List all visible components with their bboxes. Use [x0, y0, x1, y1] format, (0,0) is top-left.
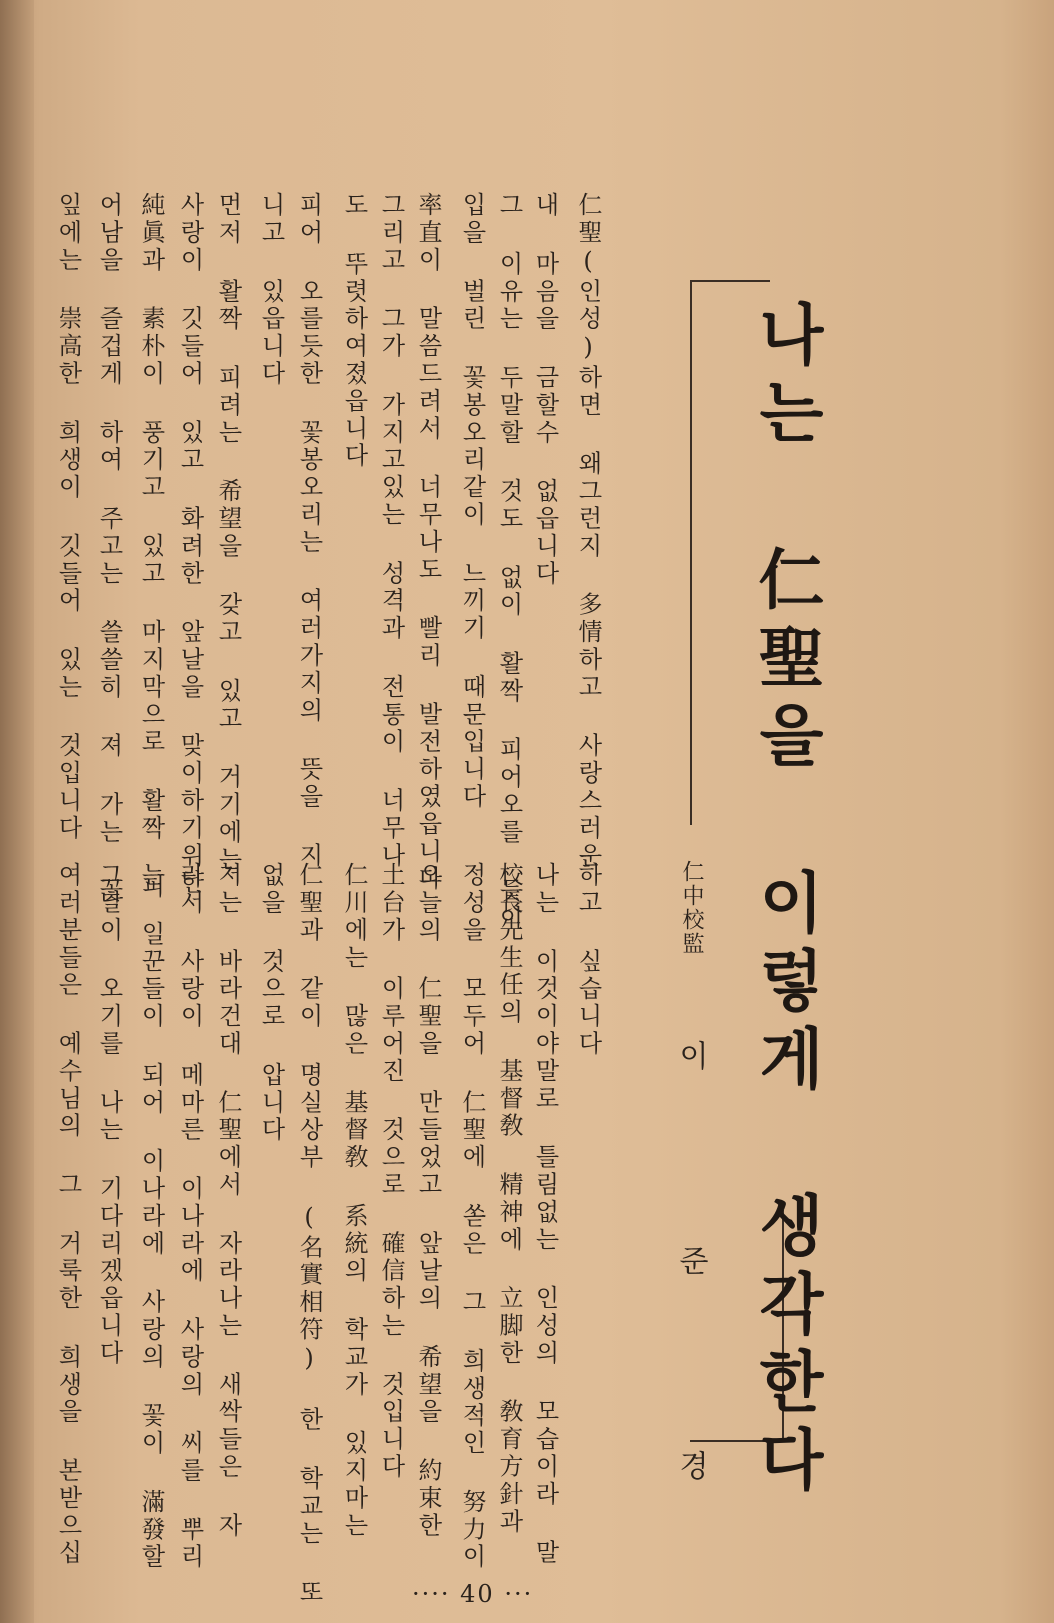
page-number: ···· 40 ··· [412, 1580, 534, 1608]
upper-column: 率直이 말씀드려서 너무나도 빨리 발전하였읍니다 [414, 192, 442, 893]
upper-column: 내 마음을 금할수 없읍니다 [531, 192, 559, 588]
author-name: 이 준 경 [673, 1040, 708, 1550]
upper-column: 어남을 즐겁게 하여 주고는 쓸쓸히 져 가는 꽃 [95, 192, 123, 905]
lower-column: 정성을 모두어 仁聖에 쏟은 그 희생적인 努力이 [458, 862, 486, 1571]
lower-column: 나는 이것이야말로 틀림없는 인성의 모습이라 말 [531, 862, 559, 1567]
article-title: 나는 仁聖을 이렇게 생각한다 [747, 300, 824, 1503]
lower-column: 라서 사랑이 메마른 이나라에 사랑의 씨를 뿌리 [176, 862, 204, 1571]
upper-column: 도 뚜렷하여졌읍니다 [340, 192, 368, 470]
title-frame-top [690, 280, 770, 282]
upper-column: 그 이유는 두말할 것도 없이 활짝 피어오를 듯이 [495, 192, 523, 933]
title-frame-left [690, 280, 692, 825]
upper-column: 먼저 활짝 피려는 希望을 갖고 있고 거기에는 [214, 192, 242, 874]
upper-column: 그리고 그가 가지고있는 성격과 전통이 너무나 [377, 192, 405, 870]
author-affiliation: 仁中校監 [679, 860, 704, 956]
lower-column: 그날이 오기를 나는 기다리겠읍니다 [95, 862, 123, 1368]
upper-column: 잎에는 崇高한 희생이 깃들어 있는 것입니다 [54, 192, 82, 843]
lower-column: 仁聖과 같이 명실상부 (名實相符) 한 학교는 또 [295, 862, 323, 1607]
lower-column: 없을 것으로 압니다 [257, 862, 285, 1144]
upper-column: 피어 오를듯한 꽃봉오리는 여러가지의 뜻을 지 [295, 192, 323, 870]
upper-column: 純眞과 素朴이 풍기고 있고 마지막으로 활짝 피 [137, 192, 165, 901]
upper-column: 입을 벌린 꽃봉오리같이 느끼기 때문입니다 [458, 192, 486, 811]
lower-column: 오늘의 仁聖을 만들었고 앞날의 希望을 約束한 [414, 862, 442, 1540]
upper-column: 니고 있읍니다 [257, 192, 285, 388]
upper-column: 仁聖(인성)하면 왜그런지 多情하고 사랑스러운 [574, 192, 602, 870]
lower-column: 는 일꾼들이 되어 이나라에 사랑의 꽃이 滿發할 [137, 862, 165, 1571]
upper-column: 사랑이 깃들어 있고 화려한 앞날을 맞이하기위한 [176, 192, 204, 897]
lower-column: 校長先生任의 基督敎 精神에 立脚한 敎育方針과 [495, 862, 523, 1536]
page-gutter [0, 0, 34, 1623]
lower-column: 土台가 이루어진 것으로 確信하는 것입니다 [377, 862, 405, 1481]
lower-column: 저는 바라건대 仁聖에서 자라나는 새싹들은 자 [214, 862, 242, 1540]
lower-column: 하고 싶습니다 [574, 862, 602, 1058]
lower-column: 여러분들은 예수님의 그 거룩한 희생을 본받으십 [54, 862, 82, 1567]
lower-column: 仁川에는 많은 基督敎 系統의 학교가 있지마는 [340, 862, 368, 1540]
